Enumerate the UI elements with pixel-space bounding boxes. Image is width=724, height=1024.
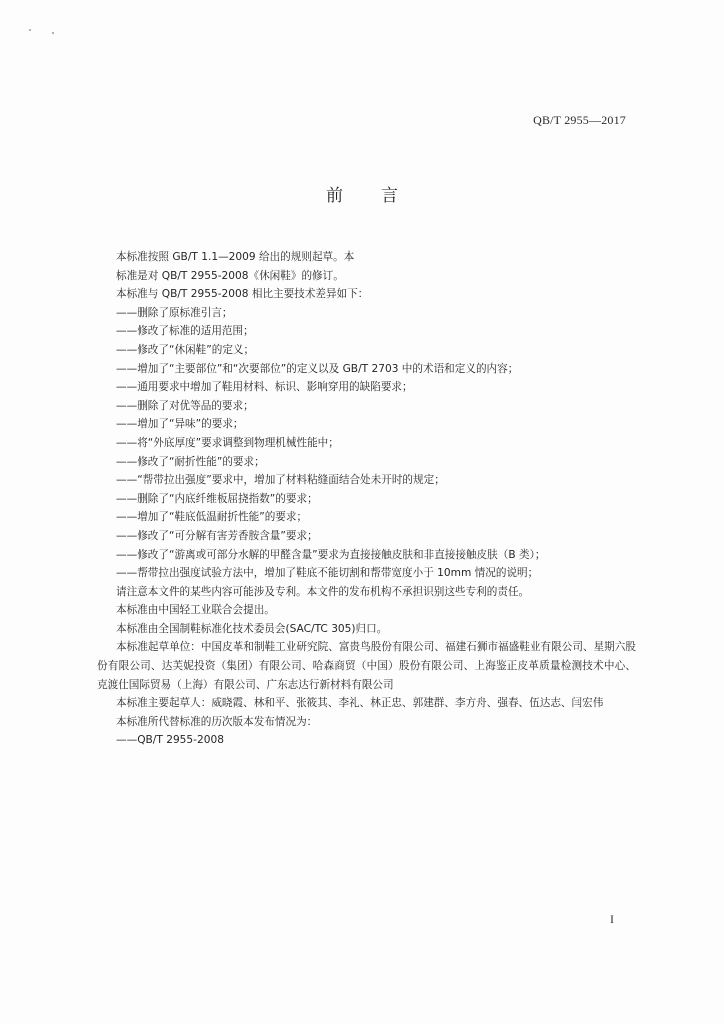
paragraph-line: 请注意本文件的某些内容可能涉及专利。本文件的发布机构不承担识别这些专利的责任。	[116, 585, 530, 598]
paragraph-line: 本标准按照 GB/T 1.1—2009 给出的规则起草。本	[116, 251, 355, 263]
list-item: ——增加了“异味”的要求；	[116, 418, 244, 431]
list-item: ——将“外底厚度”要求调整到物理机械性能中；	[116, 436, 339, 449]
list-item: ——修改了“可分解有害芳香胺含量”要求；	[116, 529, 318, 542]
page-number: I	[610, 912, 614, 926]
list-item: ——“帮带拉出强度”要求中，增加了材料粘缝面结合处未开时的规定；	[116, 474, 445, 487]
list-item: ——增加了“鞋底低温耐折性能”的要求；	[116, 511, 308, 524]
paragraph-line: 本标准由中国轻工业联合会提出。	[116, 604, 275, 617]
standard-code: QB/T 2955—2017	[533, 113, 626, 127]
list-item: ——通用要求中增加了鞋用材料、标识、影响穿用的缺陷要求；	[116, 381, 413, 394]
history-item: ——QB/T 2955-2008	[116, 734, 224, 747]
list-item: ——删除了“内底纤维板屈挠指数”的要求；	[116, 492, 318, 505]
scan-speck	[52, 32, 54, 34]
paragraph-line: 标准是对 QB/T 2955-2008《休闲鞋》的修订。	[116, 269, 344, 282]
list-item: ——删除了对优等品的要求；	[116, 399, 254, 412]
list-item: ——修改了“休闲鞋”的定义；	[116, 343, 255, 356]
page-title: 前言	[326, 186, 436, 206]
paragraph-line: 本标准由全国制鞋标准化技术委员会(SAC/TC 305)归口。	[116, 622, 388, 635]
list-item: ——修改了“耐折性能”的要求；	[116, 455, 265, 468]
list-item: ——帮带拉出强度试验方法中，增加了鞋底不能切割和帮带宽度小于 10mm 情况的说明；	[116, 567, 539, 580]
list-item: ——修改了“游离或可部分水解的甲醛含量”要求为直接接触皮肤和非直接接触皮肤（B 类）；	[116, 548, 546, 561]
foreword-body	[97, 248, 636, 750]
paragraph-line: 本标准与 QB/T 2955-2008 相比主要技术差异如下：	[116, 288, 369, 301]
list-item: ——修改了标准的适用范围；	[116, 325, 254, 338]
history-intro: 本标准所代替标准的历次版本发布情况为：	[116, 715, 318, 728]
scan-speck	[29, 29, 31, 31]
drafting-units: 本标准起草单位：中国皮革和制鞋工业研究院、富贵鸟股份有限公司、福建石狮市福盛鞋业有限公司、星期六股份有限公司、达芙妮投资（集团）有限公司、哈森商贸（中国）股份有限公司、上海鉴正皮革质量检测技术中心、克渡仕国际贸易（上海）有限公司、广东志达行新材料有限公司	[97, 641, 636, 691]
drafters: 本标准主要起草人：威晓霞、林和平、张筱其、李礼、林正忠、郭建群、李方舟、强春、伍达志、闫宏伟	[116, 697, 604, 710]
list-item: ——删除了原标准引言；	[116, 306, 233, 319]
list-item: ——增加了“主要部位”和“次要部位”的定义以及 GB/T 2703 中的术语和定义的内容；	[116, 362, 519, 375]
